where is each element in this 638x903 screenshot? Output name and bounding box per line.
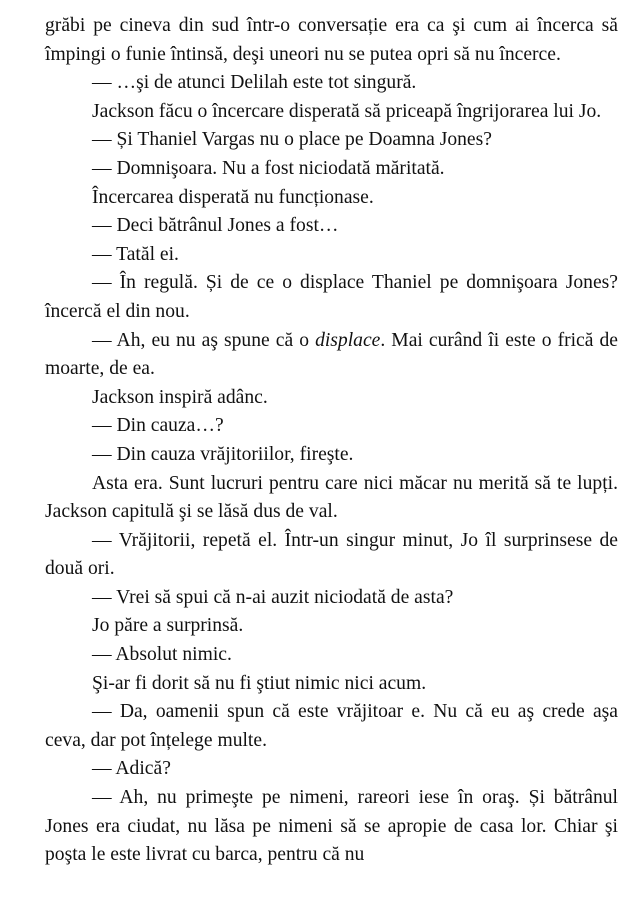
narration-paragraph: Jackson inspiră adânc. [92, 386, 268, 408]
dialogue-line: — Din cauza…? [92, 415, 224, 437]
dialogue-line: — Vrăjitorii, repetă el. Într-un singur minut, Jo îl surprinsese de două ori. [45, 529, 618, 580]
dialogue-line: — Domnişoara. Nu a fost niciodată măritată. [92, 157, 445, 179]
dialogue-line: — Adică? [92, 758, 171, 780]
dialogue-line: — Absolut nimic. [92, 644, 232, 666]
text-segment: — Ah, eu nu aş spune că o [92, 329, 316, 351]
text-segment: . Mai curând îi este o frică de moarte, de ea. [45, 329, 618, 380]
dialogue-line: — Deci bătrânul Jones a fost… [92, 215, 339, 237]
dialogue-line-emphasis [45, 327, 618, 384]
dialogue-line: — …şi de atunci Delilah este tot singură. [92, 72, 417, 94]
narration-paragraph: Încercarea disperată nu funcționase. [92, 186, 374, 208]
dialogue-line: — Tatăl ei. [92, 243, 179, 265]
paragraph-continuation: grăbi pe cineva din sud într-o conversație era ca şi cum ai încerca să împingi o funie întinsă, deşi uneori nu se putea opri să nu încerce. [45, 15, 618, 65]
dialogue-line: — Din cauza vrăjitoriilor, fireşte. [92, 443, 354, 465]
dialogue-line: — Ah, nu primeşte pe nimeni, rareori iese în oraş. Și bătrânul Jones era ciudat, nu lăsa pe nimeni să se apropie de casa lor. Chiar şi poşta le este livrat cu barca, pentru că nu [45, 787, 618, 866]
dialogue-line: — În regulă. Și de ce o displace Thaniel pe domnişoara Jones? încercă el din nou. [45, 272, 618, 322]
dialogue-line: — Vrei să spui că n-ai auzit niciodată de asta? [92, 586, 454, 608]
dialogue-line: — Da, oamenii spun că este vrăjitoar e. Nu că eu aş crede aşa ceva, dar pot înțelege multe. [45, 701, 618, 751]
narration-paragraph: Asta era. Sunt lucruri pentru care nici măcar nu merită să te lupți. Jackson capitulă şi se lăsă dus de val. [45, 472, 618, 523]
narration-paragraph: Jo păre a surprinsă. [92, 615, 244, 637]
emphasized-word: displace [315, 329, 381, 351]
dialogue-line: — Și Thaniel Vargas nu o place pe Doamna Jones? [92, 129, 492, 151]
narration-paragraph: Jackson făcu o încercare disperată să priceapă îngrijorarea lui Jo. [92, 100, 602, 122]
narration-paragraph: Şi-ar fi dorit să nu fi ştiut nimic nici acum. [92, 672, 427, 694]
